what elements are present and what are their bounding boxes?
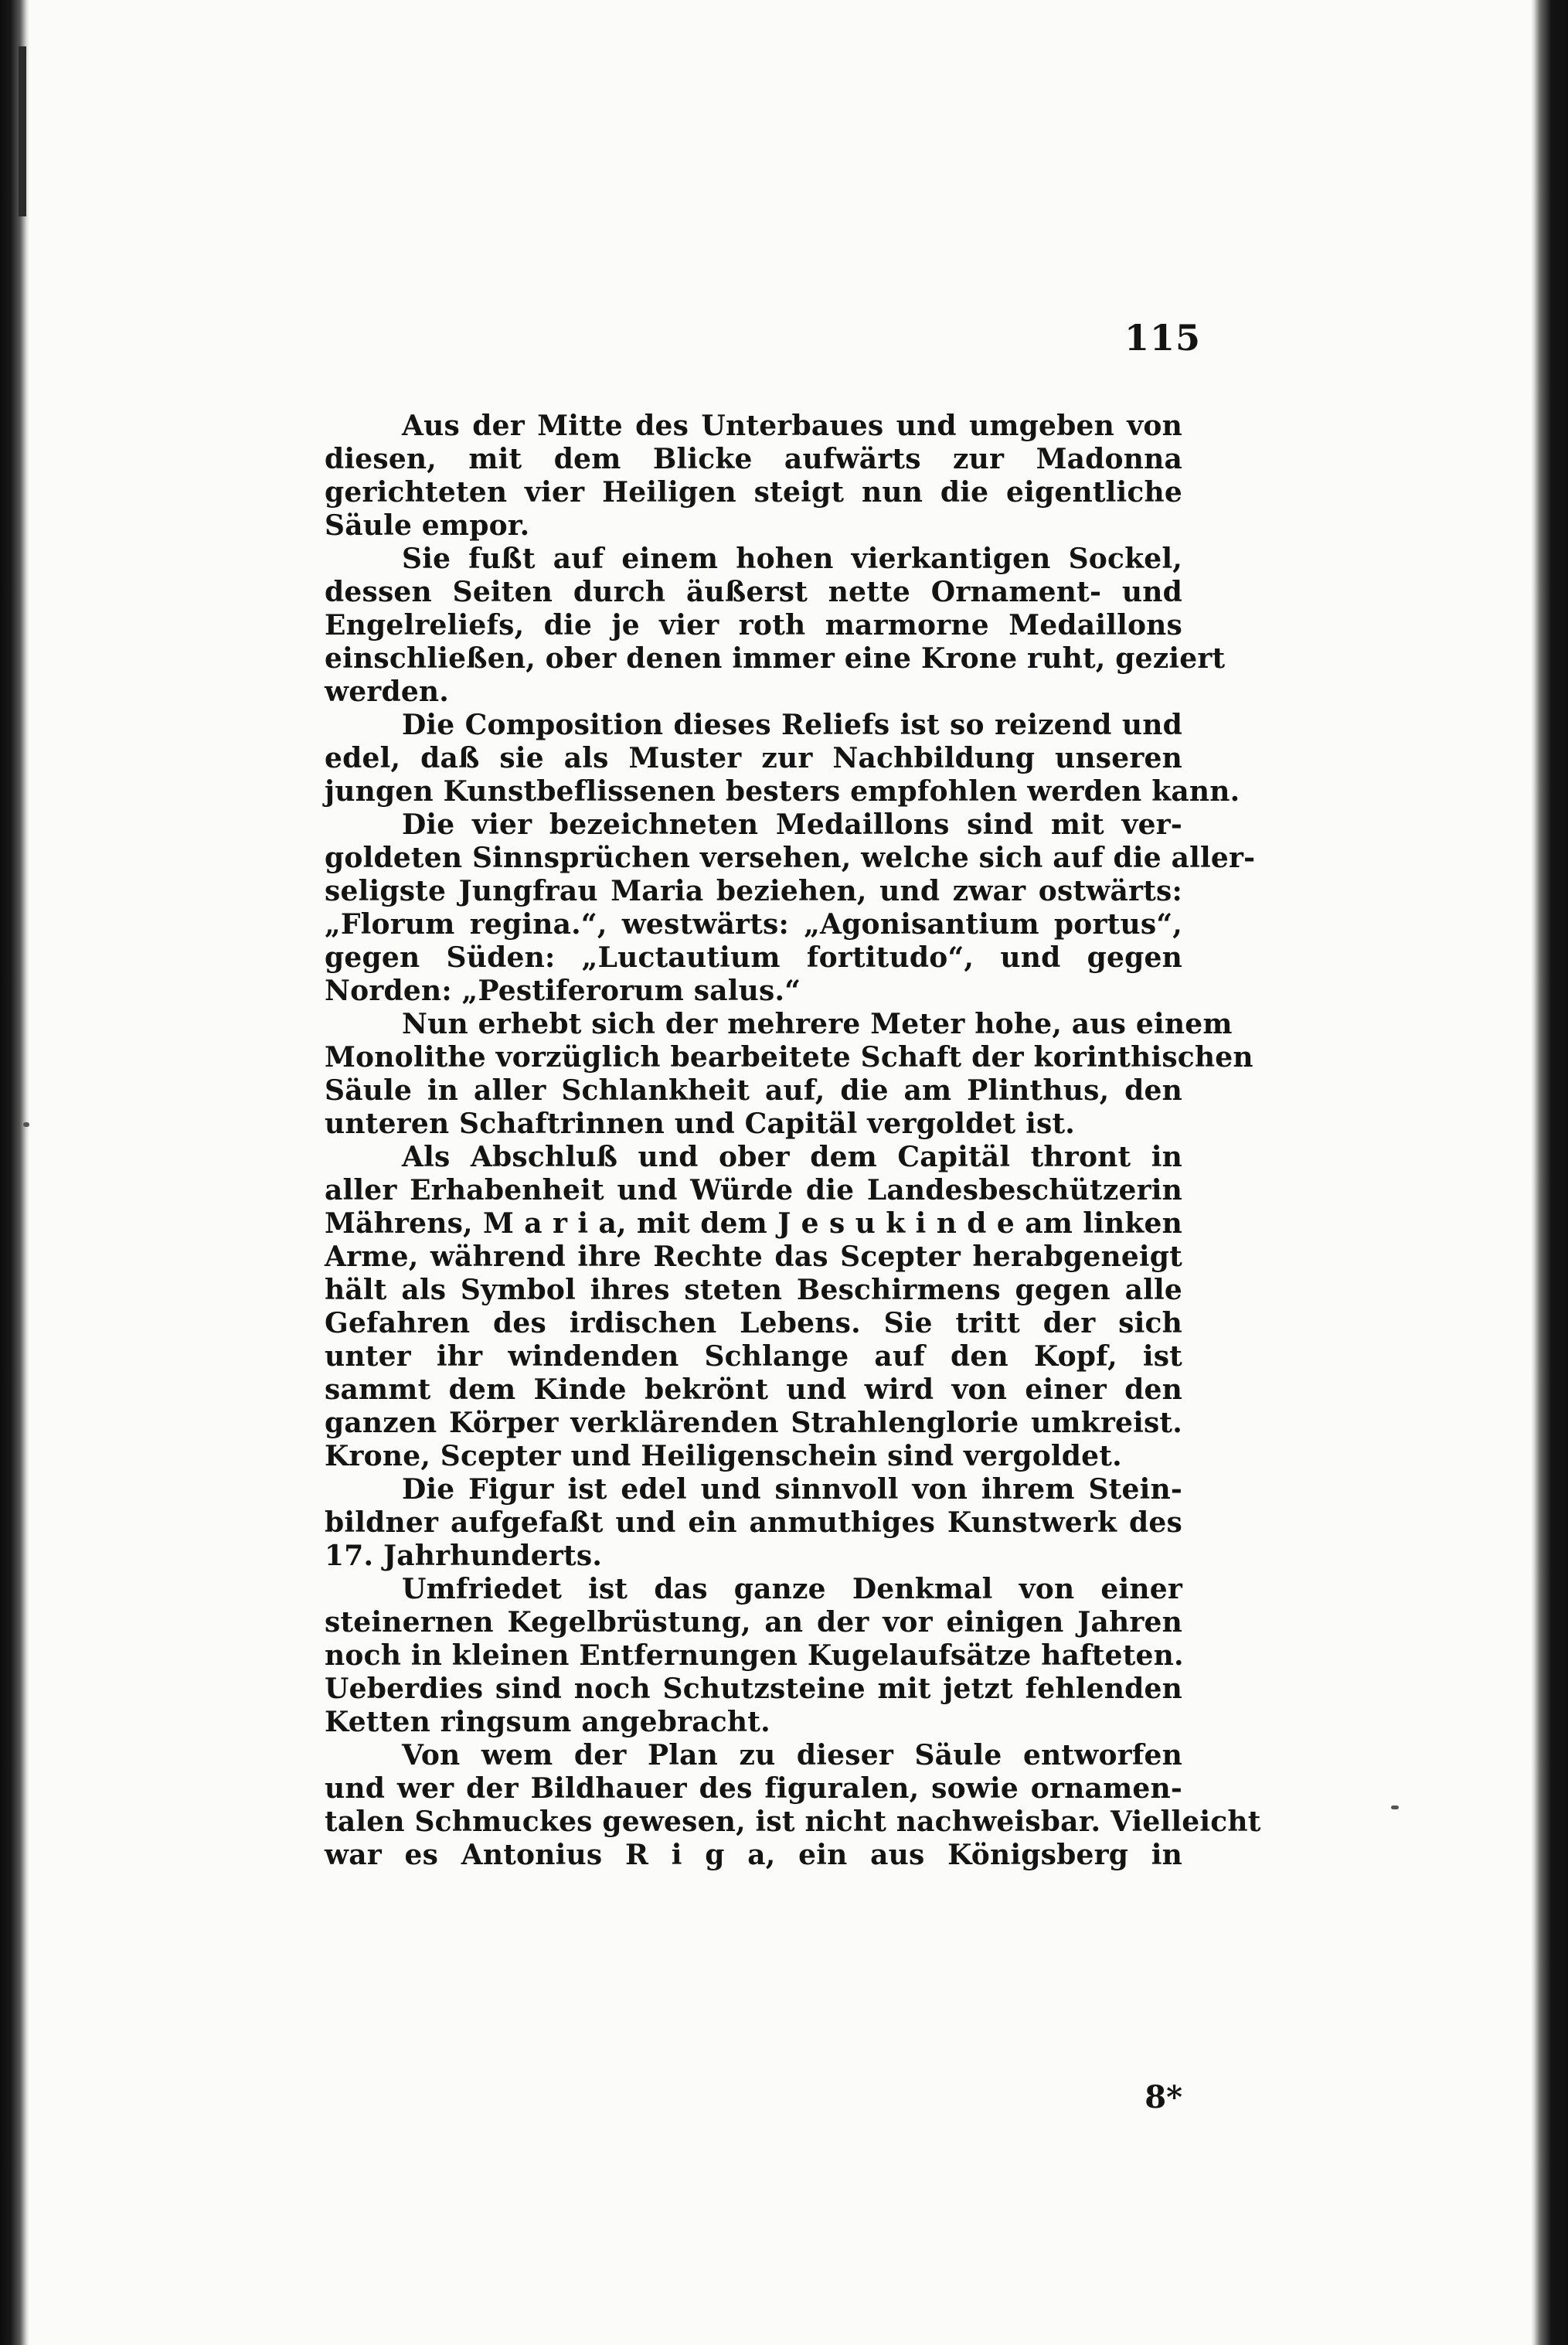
text-line: Sie fußt auf einem hohen vierkantigen Sockel,	[402, 543, 1182, 575]
text-line: aller Erhabenheit und Würde die Landesbeschützerin	[325, 1174, 1182, 1207]
text-line: hält als Symbol ihres steten Beschirmens gegen alle	[325, 1274, 1182, 1306]
text-line: Die Figur ist edel und sinnvoll von ihrem Stein-	[402, 1473, 1182, 1506]
signature-mark: 8*	[1145, 2079, 1182, 2115]
text-line: diesen, mit dem Blicke aufwärts zur Madonna	[325, 443, 1182, 475]
text-line: bildner aufgefaßt und ein anmuthiges Kunstwerk des	[325, 1506, 1182, 1539]
page-edge-left	[0, 0, 29, 2345]
text-line: Ueberdies sind noch Schutzsteine mit jetzt fehlenden	[325, 1673, 1182, 1705]
text-line: Aus der Mitte des Unterbaues und umgeben von	[402, 410, 1182, 442]
text-line: ganzen Körper verklärenden Strahlenglorie umkreist.	[325, 1407, 1182, 1439]
text-line: Umfriedet ist das ganze Denkmal von einer	[402, 1573, 1182, 1605]
text-line: seligste Jungfrau Maria beziehen, und zwar ostwärts:	[325, 875, 1182, 907]
text-line: Von wem der Plan zu dieser Säule entworfen	[402, 1739, 1182, 1772]
page-edge-right	[1531, 0, 1568, 2345]
text-line: noch in kleinen Entfernungen Kugelaufsätze hafteten.	[325, 1639, 1184, 1672]
text-line: Krone, Scepter und Heiligenschein sind vergoldet.	[325, 1440, 1122, 1472]
text-line: Nun erhebt sich der mehrere Meter hohe, aus einem	[402, 1008, 1233, 1040]
text-line: goldeten Sinnsprüchen versehen, welche sich auf die aller-	[325, 842, 1256, 874]
text-line: Gefahren des irdischen Lebens. Sie tritt der sich	[325, 1307, 1182, 1339]
page-number: 115	[1124, 317, 1202, 359]
text-line: und wer der Bildhauer des figuralen, sowie ornamen-	[325, 1772, 1182, 1805]
text-line: Mährens, M a r i a, mit dem J e s u k i n d e am linken	[325, 1207, 1182, 1240]
text-line: steinernen Kegelbrüstung, an der vor einigen Jahren	[325, 1606, 1182, 1639]
text-line: edel, daß sie als Muster zur Nachbildung unseren	[325, 742, 1182, 774]
text-line: dessen Seiten durch äußerst nette Ornament- und	[325, 576, 1182, 608]
text-line: Die Composition dieses Reliefs ist so reizend und	[402, 709, 1182, 741]
text-line: gegen Süden: „Luctautium fortitudo“, und gegen	[325, 941, 1182, 974]
text-line: Als Abschluß und ober dem Capitäl thront in	[402, 1141, 1182, 1173]
scan-speck	[1391, 1806, 1399, 1809]
scan-speck	[23, 1122, 29, 1127]
text-line: Die vier bezeichneten Medaillons sind mit ver-	[402, 808, 1182, 841]
page-edge-fold	[19, 46, 26, 216]
text-line: unteren Schaftrinnen und Capitäl vergoldet ist.	[325, 1108, 1076, 1140]
text-line: Engelreliefs, die je vier roth marmorne Medaillons	[325, 609, 1182, 642]
text-line: Säule empor.	[325, 509, 530, 542]
text-line: unter ihr windenden Schlange auf den Kopf, ist	[325, 1340, 1182, 1373]
text-line: Arme, während ihre Rechte das Scepter herabgeneigt	[325, 1241, 1182, 1273]
text-line: Norden: „Pestiferorum salus.“	[325, 975, 801, 1007]
text-line: Ketten ringsum angebracht.	[325, 1706, 770, 1738]
body-text	[325, 410, 1261, 1872]
text-line: 17. Jahrhunderts.	[325, 1540, 603, 1572]
text-line: gerichteten vier Heiligen steigt nun die eigentliche	[325, 476, 1182, 509]
text-line: werden.	[325, 676, 450, 708]
text-line: einschließen, ober denen immer eine Krone ruht, geziert	[325, 642, 1226, 675]
text-line: sammt dem Kinde bekrönt und wird von einer den	[325, 1373, 1182, 1406]
text-line: jungen Kunstbeflissenen besters empfohlen werden kann.	[325, 775, 1240, 808]
text-line: Säule in aller Schlankheit auf, die am Plinthus, den	[325, 1074, 1182, 1107]
text-line: Monolithe vorzüglich bearbeitete Schaft der korinthischen	[325, 1041, 1253, 1074]
text-line: „Florum regina.“, westwärts: „Agonisantium portus“,	[325, 908, 1182, 941]
text-line: war es Antonius R i g a, ein aus Königsberg in	[325, 1839, 1182, 1871]
text-line: talen Schmuckes gewesen, ist nicht nachweisbar. Vielleicht	[325, 1806, 1261, 1838]
